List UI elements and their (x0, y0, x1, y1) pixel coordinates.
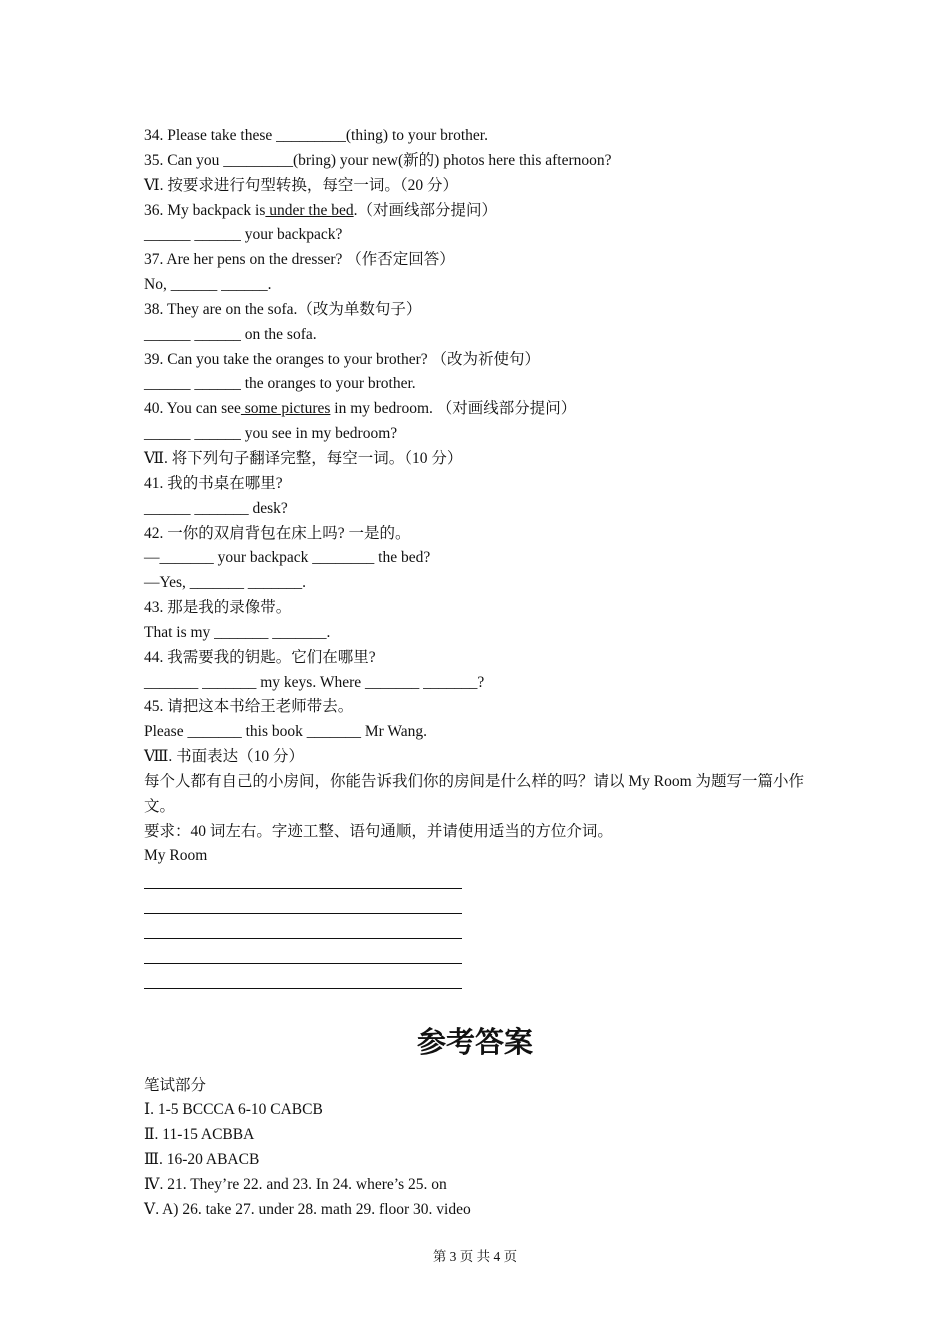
writing-title: My Room (144, 847, 208, 865)
writing-line (144, 944, 824, 969)
question-37-answer-line: No, ______ ______. (144, 276, 272, 294)
section-8-heading: Ⅷ. 书面表达（10 分） (144, 748, 305, 766)
question-40 (144, 397, 824, 422)
question-40-instruction: in my bedroom. （对画线部分提问） (330, 400, 577, 418)
question-40-text: 40. You can see (144, 400, 241, 418)
writing-line (144, 969, 824, 994)
question-43-answer-line: That is my _______ _______. (144, 623, 331, 641)
question-42: 42. 一你的双肩背包在床上吗? 一是的。 (144, 524, 411, 542)
page-footer: 第 3 页 共 4 页 (432, 1249, 518, 1264)
answer-key-heading: 参考答案 (416, 1026, 533, 1059)
question-44: 44. 我需要我的钥匙。它们在哪里? (144, 648, 376, 666)
question-41: 41. 我的书桌在哪里? (144, 474, 283, 492)
page-content (144, 124, 824, 1223)
writing-line (144, 919, 824, 944)
question-39: 39. Can you take the oranges to your brother? （改为祈使句） (144, 350, 541, 368)
writing-prompt: 每个人都有自己的小房间，你能告诉我们你的房间是什么样的吗？请以 My Room 为题写一篇小作文。 (144, 772, 805, 815)
section-7-heading: Ⅶ. 将下列句子翻译完整，每空一词。（10 分） (144, 449, 463, 467)
question-36-answer-line: ______ ______ your backpack? (144, 226, 343, 244)
question-45: 45. 请把这本书给王老师带去。 (144, 698, 354, 716)
answer-part-label: 笔试部分 (144, 1076, 207, 1094)
answer-section-2: Ⅱ. 11-15 ACBBA (144, 1126, 255, 1144)
question-42-answer-line-2: —Yes, _______ _______. (144, 574, 307, 592)
question-40-underlined: some pictures (240, 400, 331, 418)
question-41-answer-line: ______ _______ desk? (144, 499, 288, 517)
question-36-text: 36. My backpack is (144, 201, 266, 219)
question-35: 35. Can you _________(bring) your new(新的) photos here this afternoon? (144, 151, 612, 169)
question-45-answer-line: Please _______ this book _______ Mr Wang. (144, 723, 428, 741)
writing-requirements: 要求：40 词左右。字迹工整、语句通顺，并请使用适当的方位介词。 (144, 822, 613, 840)
question-36-underlined: under the bed (265, 201, 354, 219)
question-44-answer-line: _______ _______ my keys. Where _______ _______? (144, 673, 485, 691)
section-6-heading: Ⅵ. 按要求进行句型转换，每空一词。（20 分） (144, 176, 458, 194)
question-38-answer-line: ______ ______ on the sofa. (144, 325, 317, 343)
answer-section-3: Ⅲ. 16-20 ABACB (144, 1151, 260, 1169)
answer-section-4: Ⅳ. 21. They’re 22. and 23. In 24. where’s 25. on (144, 1175, 447, 1193)
question-38: 38. They are on the sofa.（改为单数句子） (144, 300, 422, 318)
question-39-answer-line: ______ ______ the oranges to your brother. (144, 375, 416, 393)
question-42-answer-line-1: —_______ your backpack ________ the bed? (144, 549, 431, 567)
question-40-answer-line: ______ ______ you see in my bedroom? (144, 425, 398, 443)
answer-section-1: Ⅰ. 1-5 BCCCA 6-10 CABCB (144, 1101, 323, 1119)
question-34: 34. Please take these _________(thing) to your brother. (144, 127, 488, 144)
question-36-instruction: .（对画线部分提问） (353, 201, 498, 219)
question-37: 37. Are her pens on the dresser? （作否定回答） (144, 251, 455, 269)
answer-section-5: Ⅴ. A) 26. take 27. under 28. math 29. floor 30. video (144, 1200, 471, 1218)
question-43: 43. 那是我的录像带。 (144, 599, 292, 617)
writing-line (144, 894, 824, 919)
question-36 (144, 199, 824, 224)
writing-line (144, 869, 824, 894)
